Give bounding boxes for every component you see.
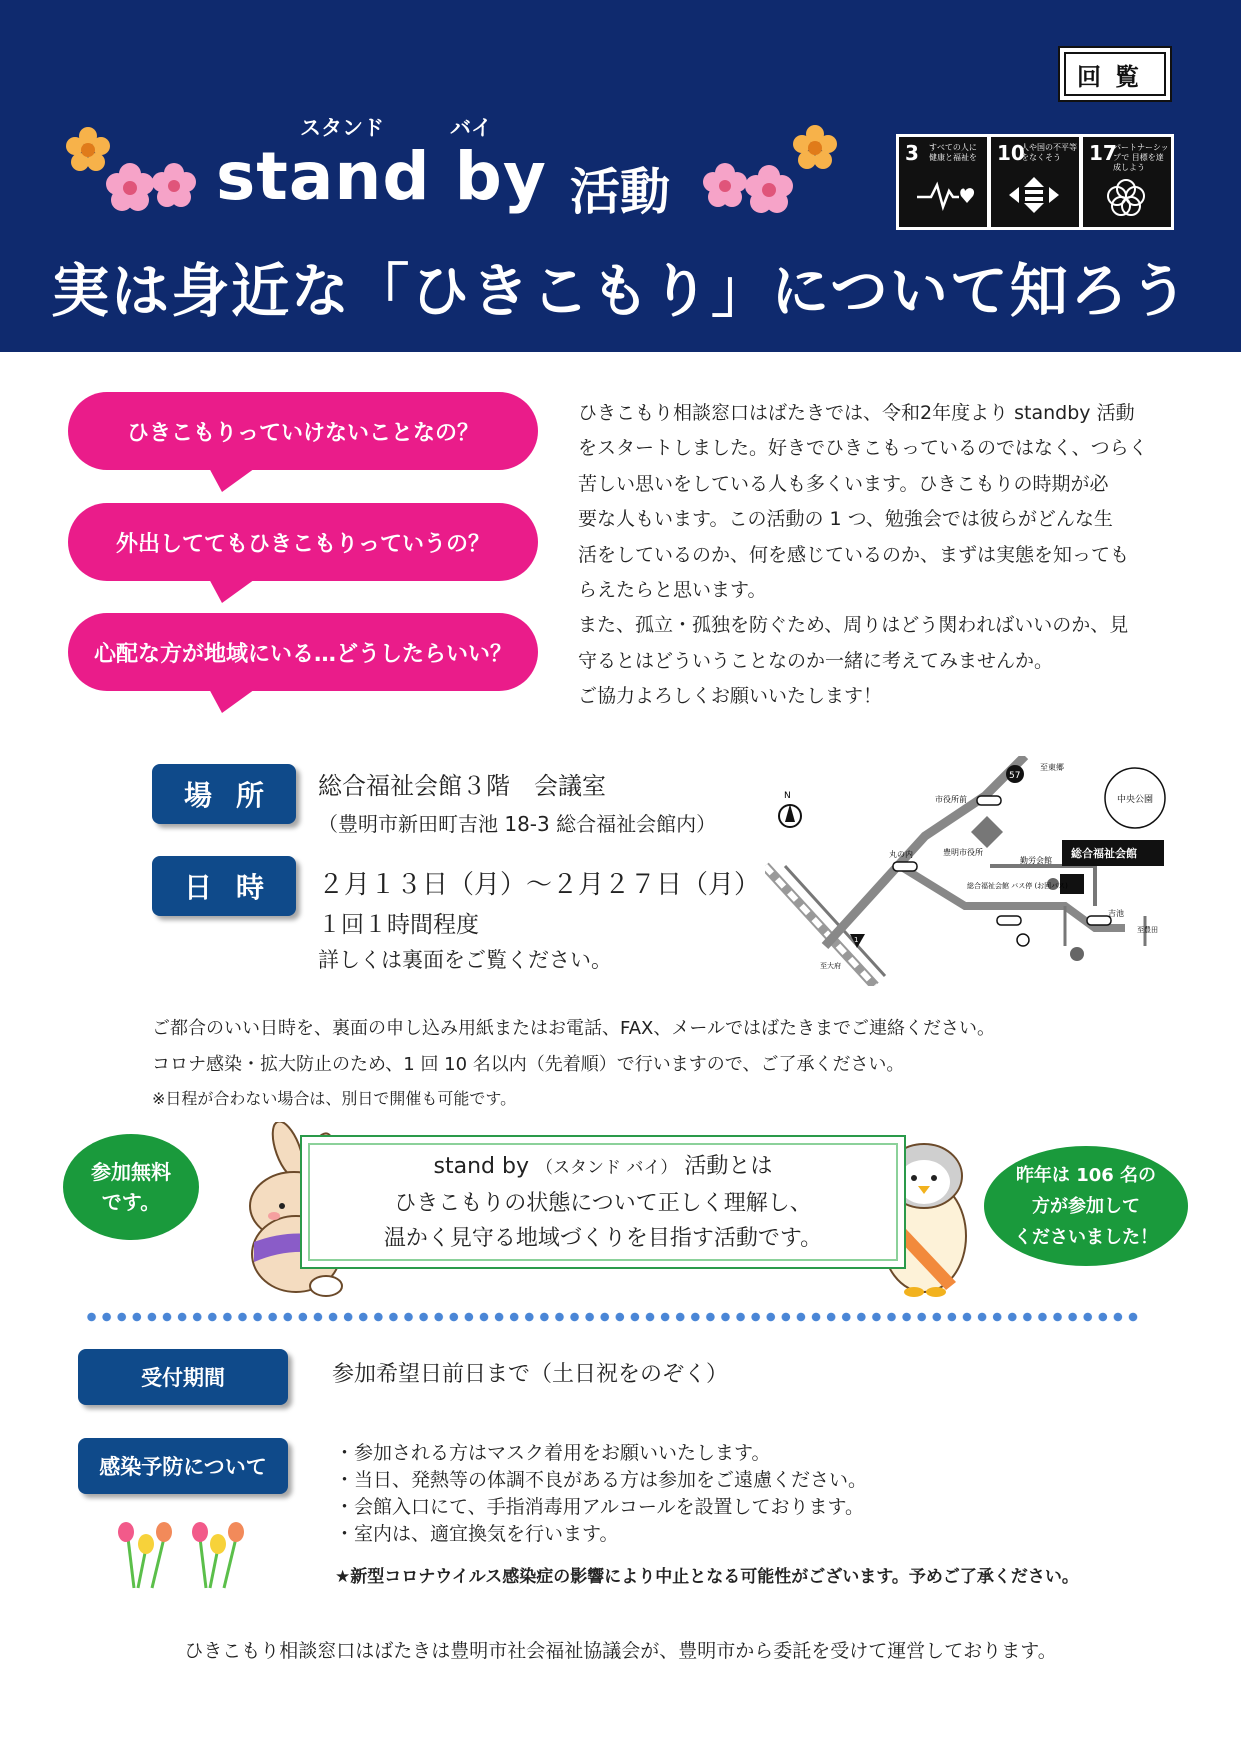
date-text: ２月１３日（月）～２月２７日（月） <box>318 870 761 900</box>
equality-arrows-icon <box>1009 177 1069 213</box>
participants-bubble <box>984 1146 1188 1266</box>
bubble-tail <box>208 466 258 492</box>
intro-line: また、孤立・孤独を防ぐため、周りはどう関わればいいのか、見 <box>578 614 1129 637</box>
welfare-center-label: 総合福祉会館 <box>1071 847 1137 860</box>
title-english: stand by <box>216 138 547 215</box>
flower-decoration-right-icon <box>695 120 845 220</box>
about-line: ひきこもりの状態について正しく理解し、 <box>394 1190 812 1216</box>
bubble-text: 方が参加して <box>1032 1195 1140 1217</box>
intro-paragraph <box>578 396 1158 715</box>
intro-line: ご協力よろしくお願いいたします！ <box>578 685 883 708</box>
about-ruby: （スタンド バイ） <box>536 1157 678 1178</box>
bubble-tail <box>208 687 258 713</box>
reception-label: 受付期間 <box>78 1349 288 1405</box>
north-arrow-icon <box>779 804 801 827</box>
city-hall-label: 豊明市役所 <box>943 848 983 857</box>
route1-label: 1 <box>854 936 859 944</box>
about-title-rest: 活動とは <box>684 1153 773 1179</box>
bubble-text: 昨年は 106 名の <box>1015 1164 1157 1186</box>
about-title-en: stand by <box>433 1153 530 1179</box>
about-line <box>434 1149 773 1186</box>
tulip-decoration-icon <box>112 1518 262 1594</box>
heartbeat-icon <box>917 177 977 213</box>
sdg-3 <box>899 137 987 227</box>
sdg-caption: パートナーシップで 目標を達成しよう <box>1113 143 1169 172</box>
free-participation-bubble <box>63 1134 199 1240</box>
yoshiike-label: 吉池 <box>1108 909 1124 918</box>
intro-line: らえたらと思います。 <box>578 579 767 602</box>
sdg-number: 3 <box>905 141 919 165</box>
maruno-uchi-label: 丸の内 <box>889 850 913 859</box>
footer-note: ひきこもり相談窓口はばたきは豊明市社会福祉協議会が、豊明市から委託を受けて運営しております。 <box>184 1640 1057 1662</box>
intro-line: 活をしているのか、何を感じているのか、まずは実態を知っても <box>578 543 1130 566</box>
to-toyota-label: 至豊田 <box>1137 926 1158 934</box>
sdg-caption: すべての人に 健康と福祉を <box>929 143 977 162</box>
dotted-divider <box>84 1312 1140 1322</box>
sdgs-icons <box>896 134 1174 230</box>
flower-decoration-left-icon <box>58 120 208 220</box>
intro-line: 要な人もいます。この活動の 1 つ、勉強会では彼らがどんな生 <box>578 508 1113 531</box>
reception-text: 参加希望日前日まで（土日祝をのぞく） <box>332 1362 729 1387</box>
precaution-item: ・参加される方はマスク着用をお願いいたします。 <box>335 1442 771 1464</box>
bubble-text: 参加無料 <box>91 1160 171 1184</box>
intro-line: ひきこもり相談窓口はばたきでは、令和2年度より standby 活動 <box>578 402 1135 424</box>
details-text: 詳しくは裏面をご覧ください。 <box>318 948 612 972</box>
sdg-17 <box>1083 137 1171 227</box>
date-label: 日時 <box>152 856 296 916</box>
intro-line: 苦しい思いをしている人も多くいます。ひきこもりの時期が必 <box>578 472 1109 495</box>
question-text: 外出しててもひきこもりっていうの？ <box>115 531 490 557</box>
partnership-rings-icon <box>1101 177 1161 217</box>
bubble-tail <box>208 577 258 603</box>
sdg-number: 10 <box>997 141 1025 165</box>
city-hall-mae-label: 市役所前 <box>935 795 967 804</box>
precautions-list <box>335 1440 867 1548</box>
to-obu-label: 至大府 <box>820 962 841 970</box>
kairan-stamp: 回覧 <box>1058 46 1172 102</box>
note-line: コロナ感染・拡大防止のため、1 回 10 名以内（先着順）で行いますので、ご了承ください。 <box>152 1054 905 1075</box>
ruby-by: バイ <box>450 116 492 140</box>
sdg-caption: 人や国の不平等 をなくそう <box>1021 143 1077 162</box>
question-bubble <box>68 503 538 581</box>
infection-label: 感染予防について <box>78 1438 288 1494</box>
title-japanese: 活動 <box>570 163 670 221</box>
duration-text: １回１時間程度 <box>318 912 479 938</box>
intro-line: 守るとはどういうことなのか一緒に考えてみませんか。 <box>578 649 1054 672</box>
central-park-label: 中央公園 <box>1117 795 1154 805</box>
question-text: ひきこもりっていけないことなの？ <box>126 420 479 446</box>
bus-stop-label: 総合福祉会館 バス停 (お回バス) <box>967 882 1068 890</box>
precaution-item: ・会館入口にて、手指消毒用アルコールを設置しております。 <box>335 1496 864 1518</box>
cancellation-warning: ★新型コロナウイルス感染症の影響により中止となる可能性がございます。予めご了承ください。 <box>335 1567 1079 1587</box>
note-line: ご都合のいい日時を、裏面の申し込み用紙またはお電話、FAX、メールではばたきまでご連絡ください。 <box>152 1018 995 1039</box>
about-box <box>300 1135 906 1269</box>
question-bubble <box>68 392 538 470</box>
bubble-text: です。 <box>101 1190 161 1214</box>
to-togo-label: 至東郷 <box>1040 763 1064 772</box>
about-line: 温かく見守る地域づくりを目指す活動です。 <box>383 1225 823 1251</box>
sdg-10 <box>991 137 1079 227</box>
north-label: N <box>784 791 791 801</box>
precaution-item: ・室内は、適宜換気を行います。 <box>335 1523 619 1545</box>
note-line: ※日程が合わない場合は、別日で開催も可能です。 <box>152 1089 517 1108</box>
sdg-number: 17 <box>1089 141 1117 165</box>
access-map <box>765 756 1175 986</box>
headline: 実は身近な「ひきこもり」について知ろう <box>51 257 1190 325</box>
intro-line: をスタートしました。好きでひきこもっているのではなく、つらく <box>578 437 1148 460</box>
place-label: 場所 <box>152 764 296 824</box>
question-bubble <box>68 613 538 691</box>
precaution-item: ・当日、発熱等の体調不良がある方は参加をご遠慮ください。 <box>335 1469 868 1491</box>
place-text: 総合福祉会館３階 会議室 <box>318 772 606 800</box>
ruby-stand: スタンド <box>300 116 384 140</box>
bubble-text: くださいました！ <box>1014 1226 1158 1248</box>
question-text: 心配な方が地域にいる…どうしたらいい？ <box>93 641 512 667</box>
address-text: （豊明市新田町吉池 18-3 総合福祉会館内） <box>318 812 717 836</box>
kinrou-label: 勤労会館 <box>1020 856 1052 865</box>
route57-label: 57 <box>1009 771 1021 781</box>
